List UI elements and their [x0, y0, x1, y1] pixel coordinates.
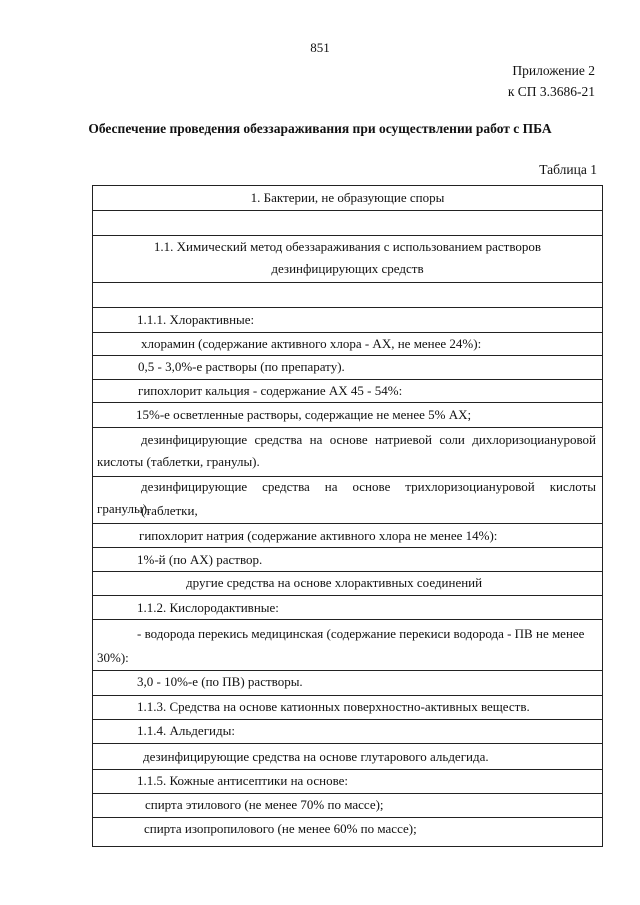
table-row — [93, 818, 602, 846]
category-heading: 1.1.1. Хлорактивные: — [137, 312, 255, 327]
table-label: Таблица 1 — [539, 162, 597, 177]
table-row-empty — [93, 211, 602, 236]
disinfection-table — [92, 185, 603, 847]
table-cell-line2: 30%): — [97, 650, 129, 665]
table-cell: 15%-е осветленные растворы, содержащие не менее 5% АХ; — [136, 407, 472, 422]
table-row — [93, 596, 602, 620]
table-row — [93, 380, 602, 403]
table-cell: 3,0 - 10%-е (по ПВ) растворы. — [137, 674, 303, 689]
table-cell-line2: кислоты (таблетки, гранулы). — [97, 454, 260, 469]
table-row — [93, 356, 602, 380]
table-row — [93, 524, 602, 548]
table-row — [93, 428, 602, 477]
table-cell-line2: гранулы). — [97, 501, 151, 516]
table-row — [93, 186, 602, 211]
table-row — [93, 696, 602, 720]
table-row — [93, 236, 602, 283]
document-title: Обеспечение проведения обеззараживания при осуществлении работ с ПБА — [88, 121, 552, 136]
table-cell-line1: - водорода перекись медицинская (содержание перекиси водорода - ПВ не менее — [137, 626, 585, 641]
table-row — [93, 308, 602, 333]
table-row — [93, 548, 602, 572]
table-cell: хлорамин (содержание активного хлора - АХ, не менее 24%): — [141, 336, 482, 351]
table-cell: спирта изопропилового (не менее 60% по массе); — [144, 821, 417, 836]
table-cell: 1%-й (по АХ) раствор. — [137, 552, 263, 567]
section-heading: 1. Бактерии, не образующие споры — [250, 190, 445, 205]
page-number: 851 — [310, 40, 330, 55]
table-cell: спирта этилового (не менее 70% по массе); — [145, 797, 384, 812]
appendix-reference: к СП 3.3686-21 — [507, 84, 595, 99]
table-row — [93, 572, 602, 596]
category-heading: 1.1.4. Альдегиды: — [137, 723, 235, 738]
table-cell: гипохлорит натрия (содержание активного хлора не менее 14%): — [139, 528, 498, 543]
table-row — [93, 333, 602, 356]
table-row — [93, 794, 602, 818]
table-cell-line1: дезинфицирующие средства на основе натриевой соли дихлоризоциануровой — [141, 432, 596, 447]
table-cell: гипохлорит кальция - содержание АХ 45 - 54%: — [138, 383, 403, 398]
table-cell: дезинфицирующие средства на основе глутарового альдегида. — [143, 749, 489, 764]
table-row — [93, 620, 602, 671]
subsection-heading-line2: дезинфицирующих средств — [271, 261, 424, 276]
table-cell: другие средства на основе хлорактивных соединений — [186, 575, 483, 590]
table-cell-line1: дезинфицирующие средства на основе трихлоризоциануровой кислоты (таблетки, — [141, 479, 596, 518]
table-cell: 0,5 - 3,0%-е растворы (по препарату). — [138, 359, 345, 374]
table-row — [93, 403, 602, 428]
table-row — [93, 671, 602, 696]
category-heading: 1.1.2. Кислородактивные: — [137, 600, 279, 615]
table-row — [93, 744, 602, 770]
appendix-label: Приложение 2 — [512, 63, 595, 78]
table-row — [93, 770, 602, 794]
table-row-empty — [93, 283, 602, 308]
category-heading: 1.1.3. Средства на основе катионных поверхностно-активных веществ. — [137, 699, 530, 714]
table-row — [93, 720, 602, 744]
category-heading: 1.1.5. Кожные антисептики на основе: — [137, 773, 349, 788]
subsection-heading-line1: 1.1. Химический метод обеззараживания с использованием растворов — [153, 239, 542, 254]
table-row — [93, 477, 602, 524]
